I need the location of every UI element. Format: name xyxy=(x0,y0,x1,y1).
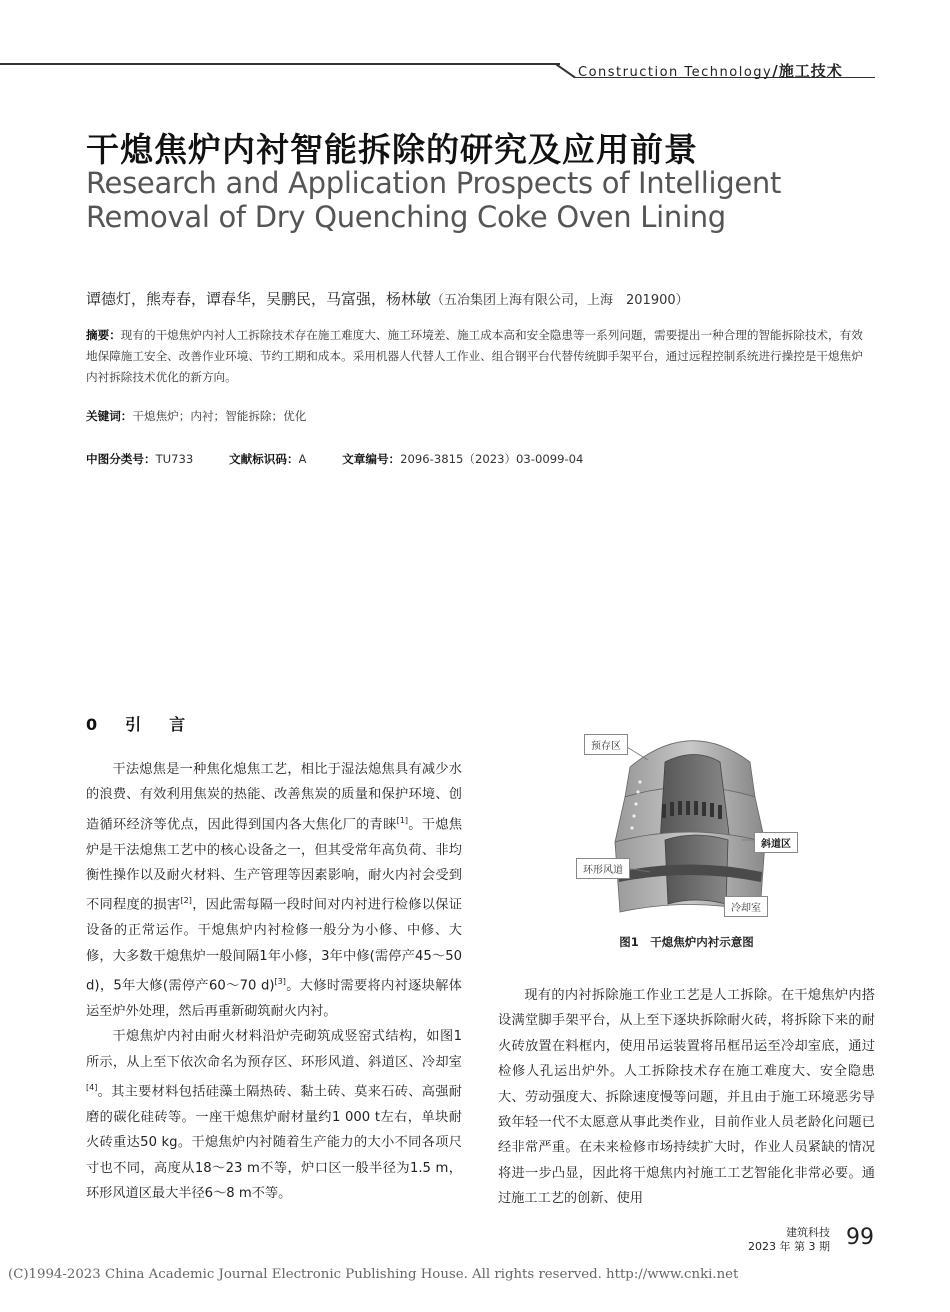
clc-label: 中图分类号： xyxy=(86,452,156,466)
figure-caption: 图1 干熄焦炉内衬示意图 xyxy=(619,935,754,949)
figure-label-prestorage: 预存区 xyxy=(584,734,628,755)
keywords-text: 干熄焦炉；内衬；智能拆除；优化 xyxy=(132,409,307,423)
author-affiliation: （五冶集团上海有限公司，上海 201900） xyxy=(431,293,689,308)
figure-label-ring-duct: 环形风道 xyxy=(576,858,630,879)
section-name-zh: /施工技术 xyxy=(772,62,843,80)
journal-issue: 2023 年 第 3 期 xyxy=(748,1240,830,1253)
abstract-text: 现有的干熄焦炉内衬人工拆除技术存在施工难度大、施工环境差、施工成本高和安全隐患等一系列问题，需要提出一种合理的智能拆除技术，有效地保障施工安全、改善作业环境、节约工期和成本。采用机器人代替人工作业、组合钢平台代替传统脚手架平台，通过远程控制系统进行操控是干熄焦炉内衬拆除技术优化的新方向。 xyxy=(86,328,863,384)
body-column-left xyxy=(86,757,462,1206)
article-title-zh: 干熄焦炉内衬智能拆除的研究及应用前景 xyxy=(86,130,698,169)
abstract-label: 摘要： xyxy=(86,328,121,342)
article-title-en: Research and Application Prospects of Intelligent Removal of Dry Quenching Coke Oven Lining xyxy=(86,166,782,234)
keywords-label: 关键词： xyxy=(86,409,133,423)
figure-label-slope-zone: 斜道区 xyxy=(754,832,798,853)
header-rule-diagonal xyxy=(555,63,576,78)
footer-journal-info xyxy=(748,1226,830,1254)
author-line xyxy=(86,288,689,309)
citation-ref[interactable]: [3] xyxy=(274,977,286,987)
paragraph: 现有的内衬拆除施工作业工艺是人工拆除。在干熄焦炉内搭设满堂脚手架平台，从上至下逐块拆除耐火砖，将拆除下来的耐火砖放置在料框内，使用吊运装置将吊框吊运至冷却室底，通过检修人孔运出炉外。人工拆除技术存在施工难度大、安全隐患大、劳动强度大、拆除速度慢等问题，并且由于施工环境恶劣导致年轻一代不太愿意从事此类作业，目前作业人员老龄化问题已经非常严重。在未来检修市场持续扩大时，作业人员紧缺的情况将进一步凸显，因此将干熄焦内衬施工工艺智能化非常必要。通过施工工艺的创新、使用 xyxy=(498,988,875,1207)
doc-code-value: A xyxy=(298,452,307,466)
body-column-right xyxy=(498,983,875,1212)
running-header xyxy=(578,60,843,81)
clc-value: TU733 xyxy=(155,452,194,466)
paragraph: 干法熄焦是一种焦化熄焦工艺，相比于湿法熄焦具有减少水的浪费、有效利用焦炭的热能、改善焦炭的质量和保护环境、创造循环经济等优点，因此得到国内各大焦化厂的青睐[1]。干熄焦炉是干法熄焦工艺中的核心设备之一，但其受常年高负荷、非均衡性操作以及耐火材料、生产管理等因素影响，耐火内衬会受到不同程度的损害[2]，因此需每隔一段时间对内衬进行检修以保证设备的正常运作。干熄焦炉内衬检修一般分为小修、中修、大修，大多数干熄焦炉一般间隔1年小修，3年中修(需停产45～50 d)，5年大修(需停产60～70 d)[3]。大修时需要将内衬逐块解体运至炉外处理，然后再重新砌筑耐火内衬。 xyxy=(86,762,463,1019)
keywords xyxy=(86,408,306,424)
abstract xyxy=(86,325,874,388)
journal-name: 建筑科技 xyxy=(786,1226,830,1239)
citation-ref[interactable]: [1] xyxy=(396,815,408,825)
article-number-label: 文章编号： xyxy=(342,452,401,466)
classification-row xyxy=(86,451,615,467)
copyright-notice: (C)1994-2023 China Academic Journal Electronic Publishing House. All rights reserved. http://www.cnki.net xyxy=(8,1267,739,1282)
citation-ref[interactable]: [2] xyxy=(180,896,192,906)
section-heading: 0 引 言 xyxy=(86,715,192,734)
figure-coke-oven-lining xyxy=(570,722,810,927)
author-names: 谭德灯，熊寿春，谭春华，吴鹏民，马富强，杨林敏 xyxy=(86,290,432,308)
section-name-en: Construction Technology xyxy=(578,65,773,80)
paragraph: 干熄焦炉内衬由耐火材料沿炉壳砌筑成竖窑式结构，如图1所示，从上至下依次命名为预存区、环形风道、斜道区、冷却室[4]。其主要材料包括硅藻土隔热砖、黏土砖、莫来石砖、高强耐磨的碳化硅砖等。一座干熄焦炉耐材量约1 000 t左右，单块耐火砖重达50 kg。干熄焦炉内衬随着生产能力的大小不同各项尺寸也不同，高度从18～23 m不等，炉口区一般半径为1.5 m，环形风道区最大半径6～8 m不等。 xyxy=(86,1029,462,1202)
header-rule xyxy=(0,63,560,65)
doc-code-label: 文献标识码： xyxy=(228,452,299,466)
page-number: 99 xyxy=(846,1225,874,1250)
figure-label-cooling-chamber: 冷却室 xyxy=(724,896,768,917)
article-number-value: 2096-3815（2023）03-0099-04 xyxy=(400,452,584,466)
citation-ref[interactable]: [4] xyxy=(86,1083,98,1093)
